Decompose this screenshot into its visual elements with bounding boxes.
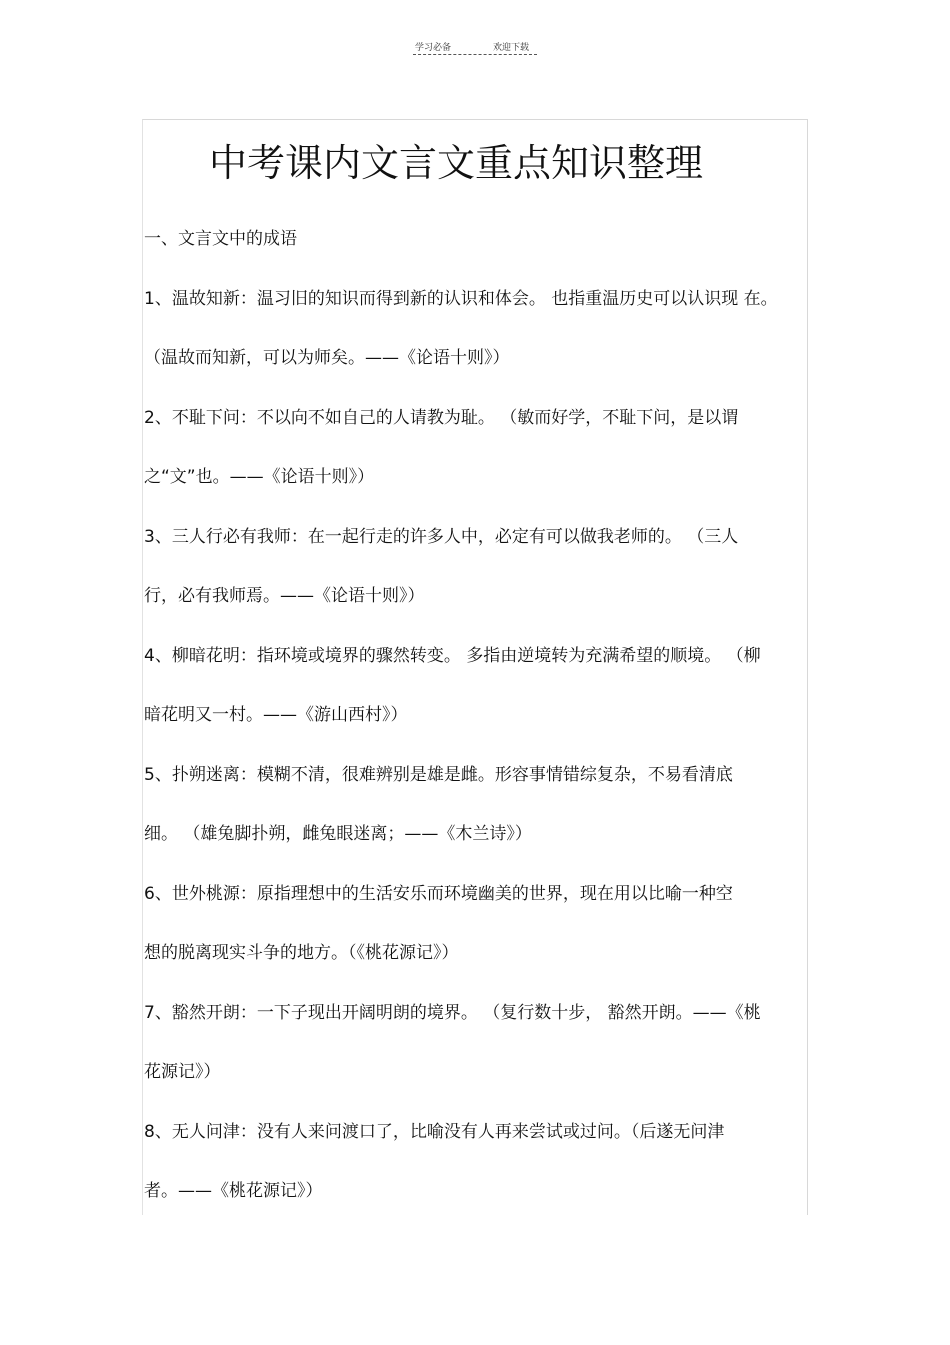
header-divider [413,54,537,55]
entry-source-line: （温故而知新，可以为师矣。——《论语十则》） [144,348,510,368]
entry-definition-line: 4、柳暗花明：指环境或境界的骤然转变。 多指由逆境转为充满希望的顺境。 （柳 [144,646,761,666]
idiom-entry-6 [144,882,812,965]
idiom-entry-3 [144,525,812,608]
entry-source-line: 想的脱离现实斗争的地方。（《桃花源记》） [144,943,459,963]
header-right-text: 欢迎下载 [493,43,530,53]
page-header [413,38,537,58]
entry-source-line: 花源记》） [144,1062,221,1082]
entry-definition-line: 2、不耻下问：不以向不如自己的人请教为耻。 （敏而好学，不耻下问，是以谓 [144,408,739,428]
section-heading: 一、文言文中的成语 [144,229,297,249]
document-title: 中考课内文言文重点知识整理 [208,141,703,185]
entry-source-line: 者。——《桃花源记》） [144,1181,323,1201]
entry-source-line: 暗花明又一村。——《游山西村》） [144,705,408,725]
entry-definition-line: 8、无人问津：没有人来问渡口了，比喻没有人再来尝试或过问。（后遂无问津 [144,1122,725,1142]
idiom-entry-4 [144,644,812,727]
entry-definition-line: 7、豁然开朗：一下子现出开阔明朗的境界。 （复行数十步， 豁然开朗。——《桃 [144,1003,761,1023]
entry-source-line: 细。 （雄兔脚扑朔，雌兔眼迷离；——《木兰诗》） [144,824,532,844]
idiom-entry-7 [144,1001,812,1084]
entry-source-line: 行，必有我师焉。——《论语十则》） [144,586,425,606]
entry-source-line: 之“文”也。——《论语十则》） [144,467,375,487]
entry-definition-line: 6、世外桃源：原指理想中的生活安乐而环境幽美的世界，现在用以比喻一种空 [144,884,733,904]
header-left-text: 学习必备 [415,43,452,53]
idiom-entry-2 [144,406,812,489]
idiom-entry-8 [144,1120,812,1203]
entry-definition-line: 1、温故知新：温习旧的知识而得到新的认识和体会。 也指重温历史可以认识现 在。 [144,289,778,309]
entry-definition-line: 5、扑朔迷离：模糊不清，很难辨别是雄是雌。形容事情错综复杂，不易看清底 [144,765,733,785]
idiom-entry-1 [144,287,812,370]
entry-definition-line: 3、三人行必有我师：在一起行走的许多人中，必定有可以做我老师的。 （三人 [144,527,739,547]
idiom-entry-5 [144,763,812,846]
